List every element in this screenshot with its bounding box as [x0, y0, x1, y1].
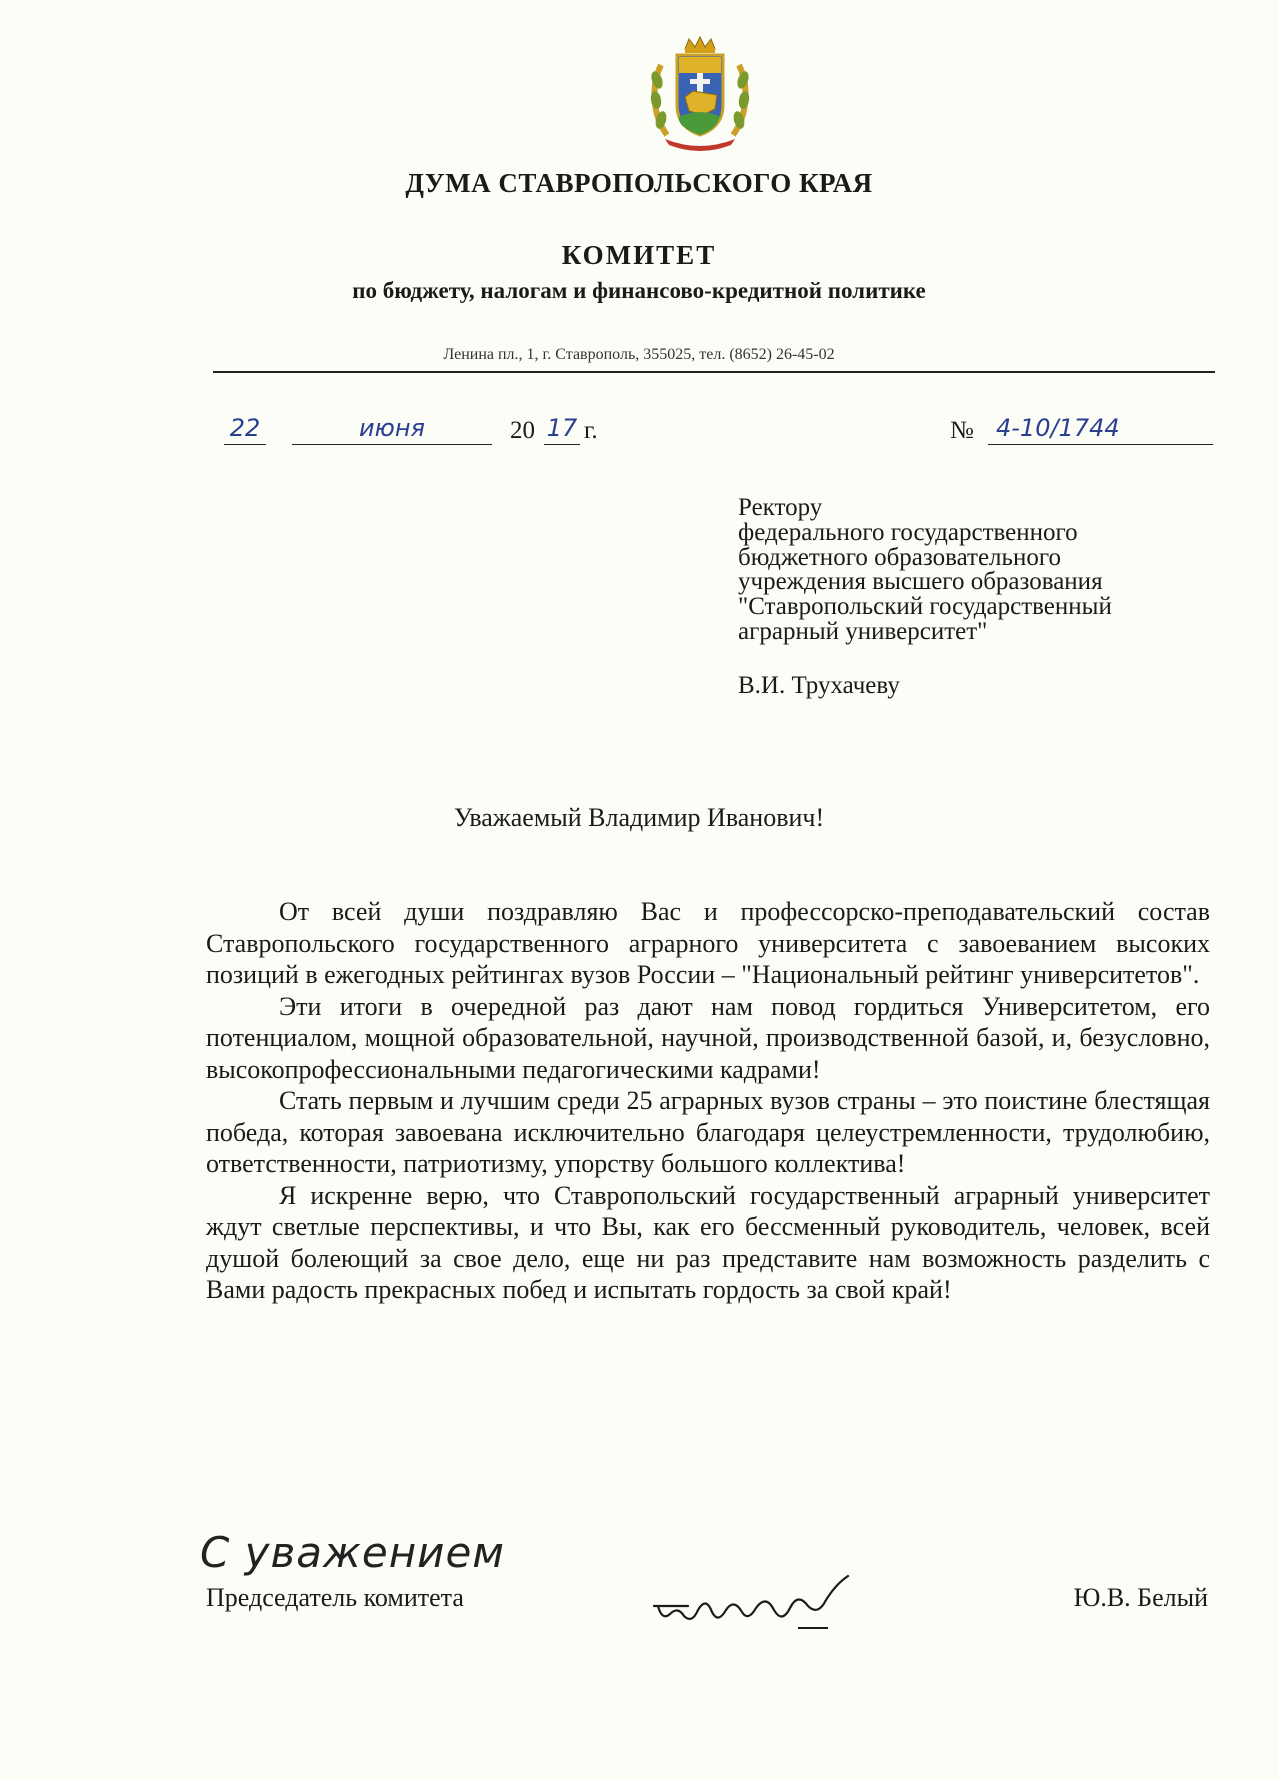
- number-value: 4-10/1744: [988, 412, 1213, 445]
- body-paragraph: Эти итоги в очередной раз дают нам повод гордиться Университетом, его потенциалом, мощной образовательной, научной, производственной базой, и, безусловно, высокопрофессиональными педагогическими кадрами!: [206, 991, 1210, 1084]
- coat-of-arms-icon: [647, 35, 753, 151]
- date-year-prefix: 20: [510, 417, 535, 444]
- signer-name: Ю.В. Белый: [1073, 1583, 1208, 1612]
- date-day: 22: [224, 412, 266, 445]
- address-line: Ленина пл., 1, г. Ставрополь, 355025, тел. (8652) 26-45-02: [443, 346, 835, 363]
- date-month: июня: [292, 412, 492, 445]
- addressee-block: [738, 496, 1198, 645]
- addressee-name: В.И. Трухачеву: [738, 672, 900, 699]
- addressee-line: "Ставропольский государственный: [738, 593, 1112, 621]
- addressee-line: учреждения высшего образования: [738, 568, 1103, 596]
- closing-handwritten: С уважением: [200, 1528, 505, 1577]
- signer-position: Председатель комитета: [206, 1583, 464, 1612]
- body-paragraph: Стать первым и лучшим среди 25 аграрных вузов страны – это поистине блестящая победа, которая завоевана исключительно благодаря целеустремленности, трудолюбию, ответственности, патриотизму, упорству большого коллектива!: [206, 1086, 1210, 1178]
- committee-subtitle: по бюджету, налогам и финансово-кредитной политике: [352, 278, 926, 303]
- addressee-line: федерального государственного: [738, 518, 1078, 546]
- number-sign: №: [950, 417, 974, 444]
- committee-title: КОМИТЕТ: [561, 240, 717, 270]
- greeting: Уважаемый Владимир Иванович!: [453, 803, 825, 832]
- letter-date: [224, 412, 644, 448]
- header-divider: [213, 371, 1215, 373]
- letter-body: [206, 896, 1210, 1306]
- organization-title: ДУМА СТАВРОПОЛЬСКОГО КРАЯ: [405, 168, 873, 198]
- body-paragraph: Я искренне верю, что Ставропольский государственный аграрный университет ждут светлые перспективы, и что Вы, как его бессменный руководитель, человек, всей душой болеющий за свое дело, еще ни раз представите нам возможность разделить с Вами радость прекрасных побед и испытать гордость за свой край!: [206, 1180, 1210, 1304]
- date-year-unit: г.: [584, 417, 598, 444]
- date-year-suffix: 17: [544, 412, 580, 445]
- letter-number: [950, 412, 1215, 448]
- body-paragraph: От всей души поздравляю Вас и профессорско-преподавательский состав Ставропольского государственного аграрного университета с завоеванием высоких позиций в ежегодных рейтингах вузов России – "Национальный рейтинг университетов".: [206, 897, 1210, 989]
- addressee-line: Ректору: [738, 494, 823, 521]
- signature-icon: [648, 1566, 863, 1636]
- addressee-line: аграрный университет": [738, 617, 988, 645]
- addressee-line: бюджетного образовательного: [738, 543, 1061, 571]
